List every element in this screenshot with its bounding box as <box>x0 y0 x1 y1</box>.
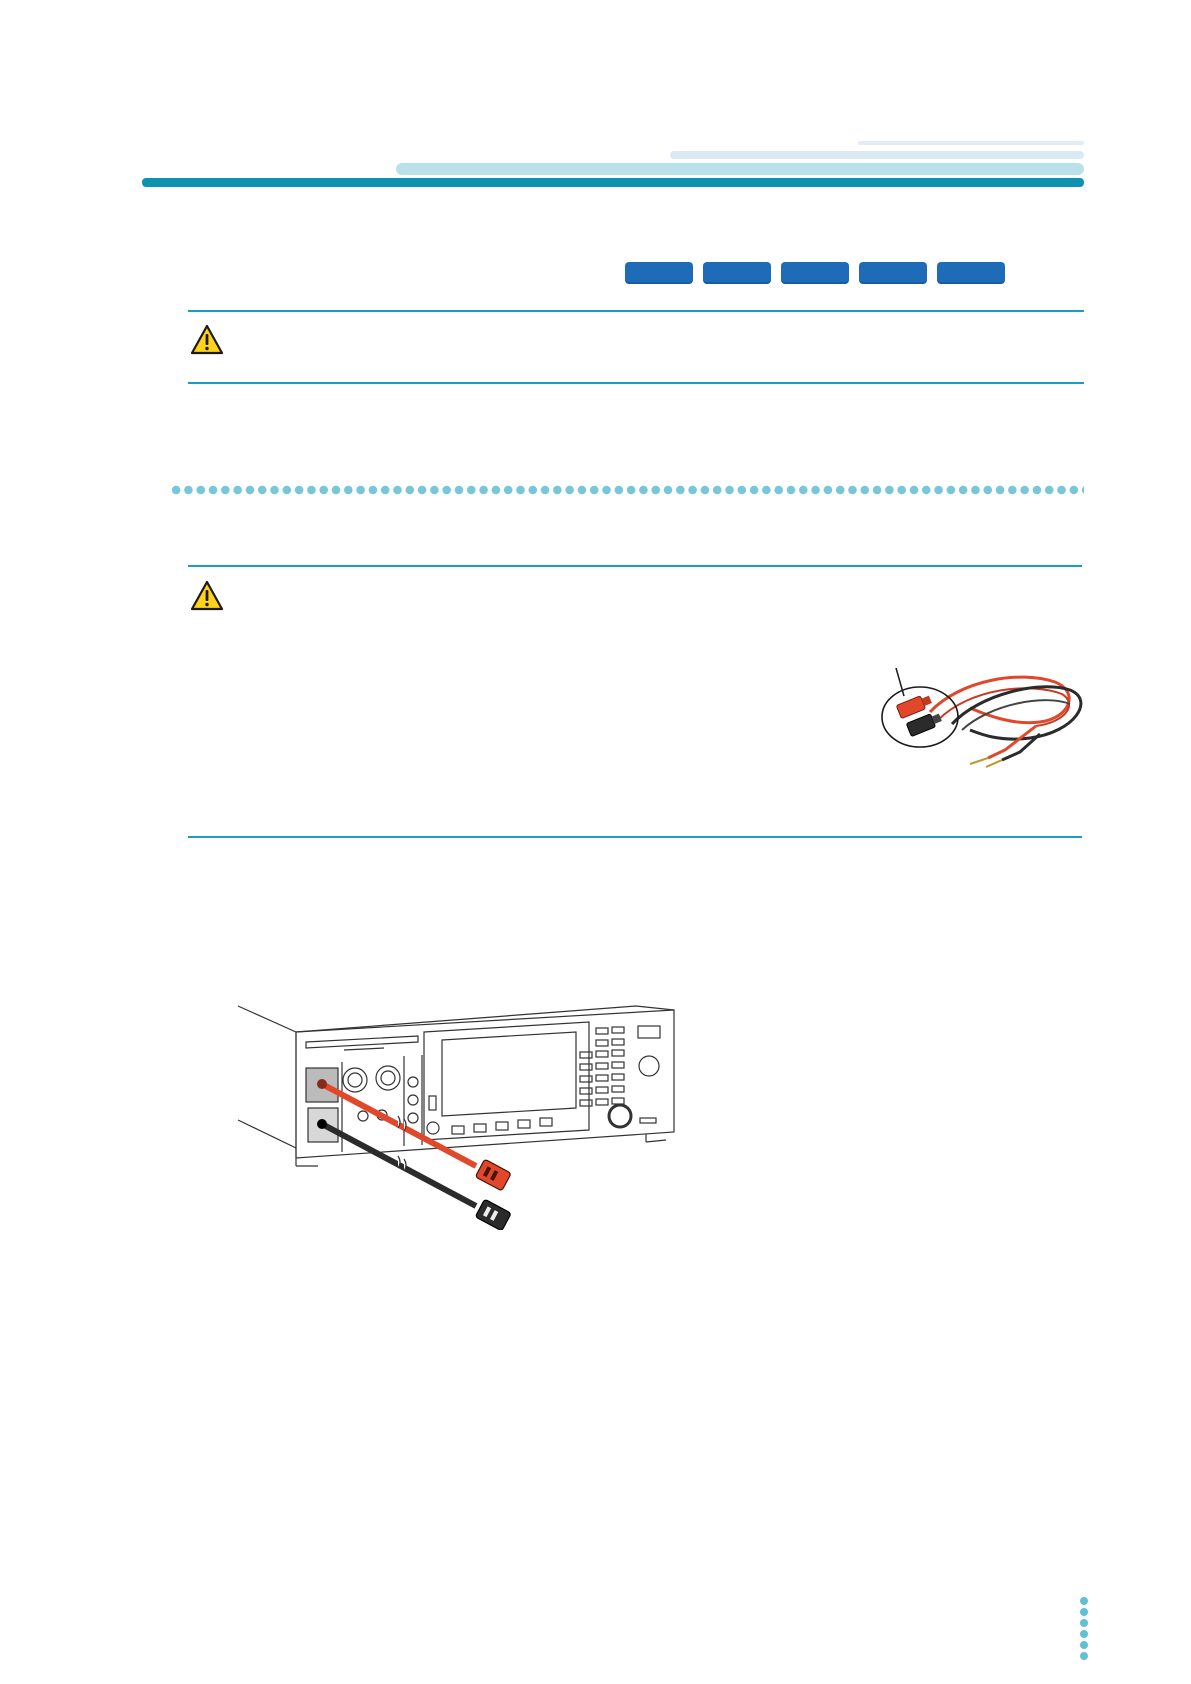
section-divider <box>170 485 1084 495</box>
header-stripe-1 <box>858 141 1084 145</box>
header-stripe-2 <box>670 151 1084 159</box>
test-lead-illustration <box>870 660 1085 770</box>
header-bar <box>142 178 1084 187</box>
warning-triangle-icon <box>190 324 224 356</box>
header-stripe-3 <box>396 163 1084 175</box>
warning-box-1-top-rule <box>188 310 1084 312</box>
page-side-dots <box>1080 1597 1090 1663</box>
model-tab <box>625 262 693 284</box>
instrument-connection-illustration <box>236 990 676 1230</box>
model-tab <box>937 262 1005 284</box>
model-tab <box>859 262 927 284</box>
model-tabs <box>625 262 1005 284</box>
model-tab <box>703 262 771 284</box>
warning-box-2-top-rule <box>188 565 1082 567</box>
warning-box-1-bottom-rule <box>188 382 1084 384</box>
warning-triangle-icon <box>190 580 224 612</box>
model-tab <box>781 262 849 284</box>
warning-box-2-bottom-rule <box>188 836 1082 838</box>
